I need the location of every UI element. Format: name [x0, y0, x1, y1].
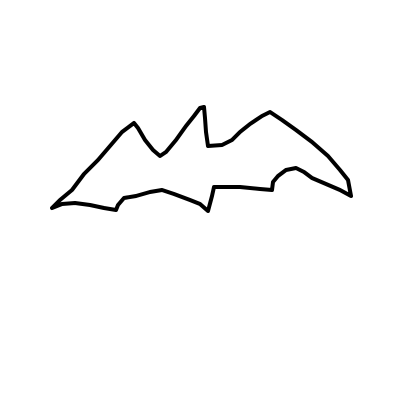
bat-outline-stroke — [52, 107, 351, 211]
